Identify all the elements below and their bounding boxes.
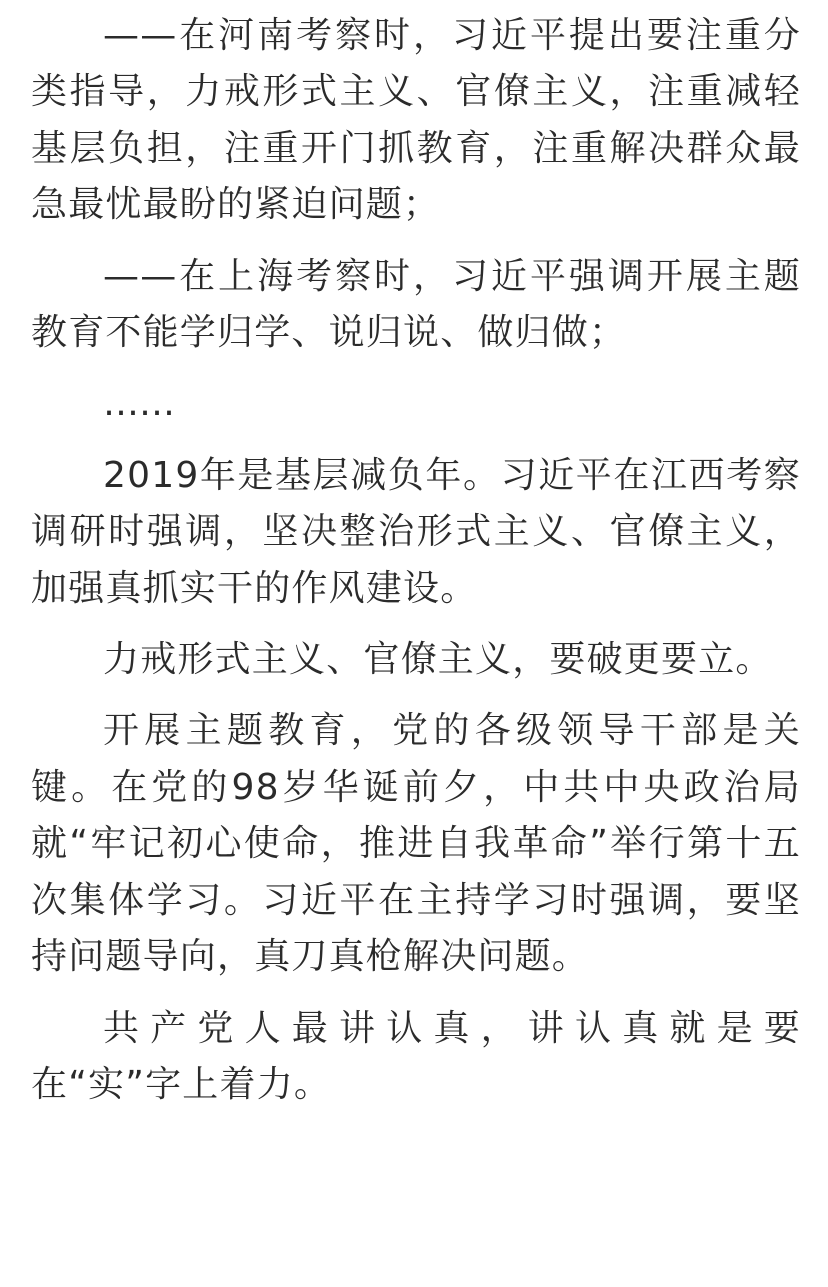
paragraph-ellipsis: …… — [103, 383, 175, 425]
paragraph-break-and-build: 力戒形式主义、官僚主义，要破更要立。 — [103, 639, 773, 681]
paragraph-grassroots-burden-year: 2019年是基层减负年。习近平在江西考察调研时强调，坚决整治形式主义、官僚主义，加强真抓实干的作风建设。 — [31, 454, 801, 609]
article-body — [31, 8, 801, 1128]
paragraph-shanghai-inspection: ——在上海考察时，习近平强调开展主题教育不能学归学、说归说、做归做； — [31, 255, 801, 354]
paragraph-henan-inspection: ——在河南考察时，习近平提出要注重分类指导，力戒形式主义、官僚主义，注重减轻基层负担，注重开门抓教育，注重解决群众最急最忧最盼的紧迫问题； — [31, 15, 801, 226]
paragraph-earnestness: 共产党人最讲认真，讲认真就是要在“实”字上着力。 — [31, 1007, 801, 1105]
paragraph-leading-cadres: 开展主题教育，党的各级领导干部是关键。在党的98岁华诞前夕，中共中央政治局就“牢记初心使命，推进自我革命”举行第十五次集体学习。习近平在主持学习时强调，要坚持问题导向，真刀真枪解决问题。 — [31, 710, 801, 978]
